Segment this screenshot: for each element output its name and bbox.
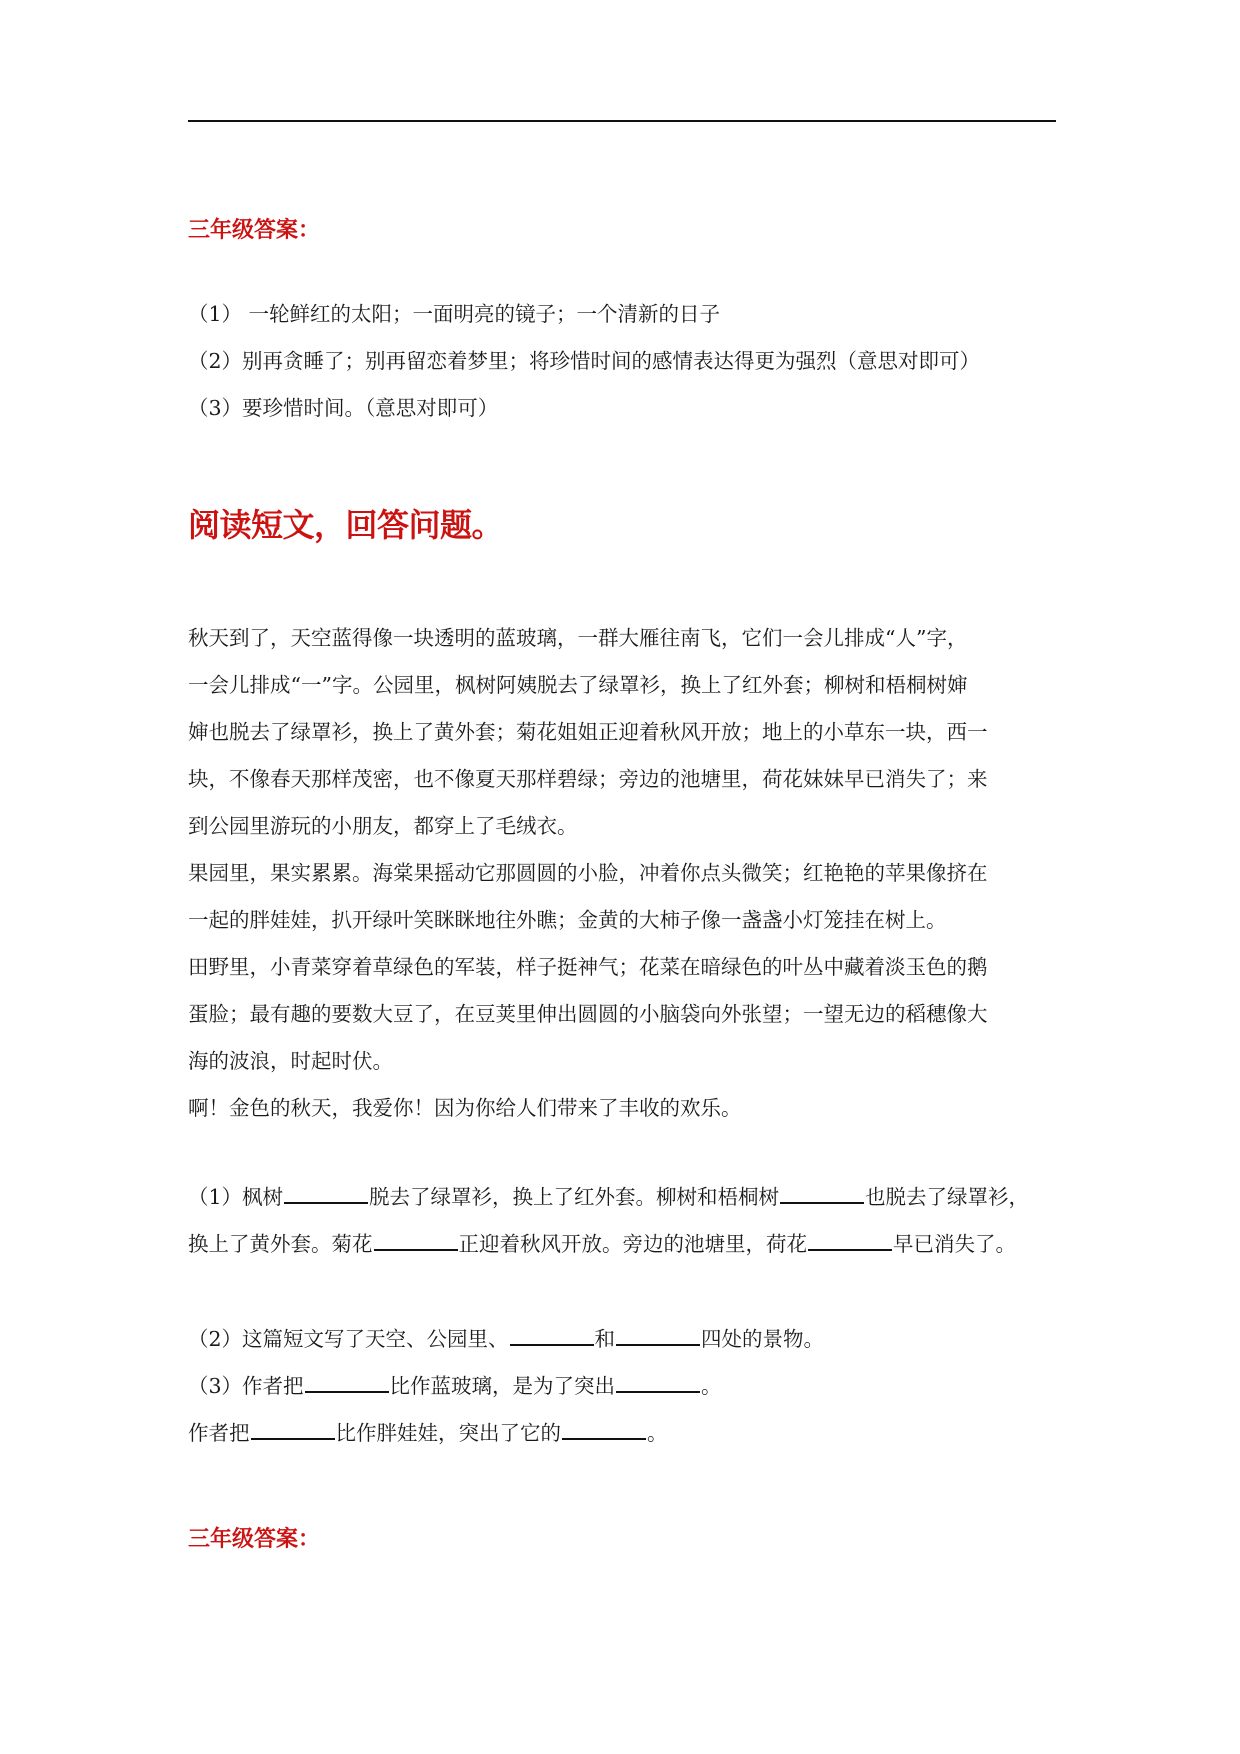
answer-blank [374, 1229, 458, 1251]
question-3-line-1: （3）作者把 比作蓝玻璃，是为了突出 。 [188, 1371, 722, 1400]
answer-label-2: 三年级答案： [188, 1527, 321, 1552]
answer-2: （2）别再贪睡了；别再留恋着梦里；将珍惜时间的感情表达得更为强烈（意思对即可） [188, 349, 981, 373]
question-1-line-1: （1）枫树 脱去了绿罩衫，换上了红外套。柳树和梧桐树 也脱去了绿罩衫， [188, 1182, 1029, 1211]
passage-line: 到公园里游玩的小朋友，都穿上了毛绒衣。 [188, 814, 578, 838]
passage-line: 果园里，果实累累。海棠果摇动它那圆圆的小脸，冲着你点头微笑；红艳艳的苹果像挤在 [188, 861, 988, 885]
passage-line: 田野里，小青菜穿着草绿色的军装，样子挺神气；花菜在暗绿色的叶丛中藏着淡玉色的鹅 [188, 955, 988, 979]
top-divider [188, 120, 1056, 122]
question-3-line-2: 作者把 比作胖娃娃，突出了它的 。 [188, 1418, 668, 1447]
answer-blank [780, 1182, 864, 1204]
answer-1: （1） 一轮鲜红的太阳；一面明亮的镜子；一个清新的日子 [188, 302, 721, 326]
answer-blank [616, 1371, 700, 1393]
question-2: （2）这篇短文写了天空、公园里、 和 四处的景物。 [188, 1324, 824, 1353]
answer-blank [562, 1418, 646, 1440]
passage-line: 一起的胖娃娃，扒开绿叶笑眯眯地往外瞧；金黄的大柿子像一盏盏小灯笼挂在树上。 [188, 908, 947, 932]
passage-line: 一会儿排成“一”字。公园里，枫树阿姨脱去了绿罩衫，换上了红外套；柳树和梧桐树婶 [188, 673, 968, 697]
answer-label-1: 三年级答案： [188, 218, 321, 243]
answer-blank [251, 1418, 335, 1440]
passage-line: 啊！金色的秋天，我爱你！因为你给人们带来了丰收的欢乐。 [188, 1096, 742, 1120]
answer-blank [616, 1324, 700, 1346]
section-heading: 阅读短文，回答问题。 [188, 506, 504, 544]
passage-line: 婶也脱去了绿罩衫，换上了黄外套；菊花姐姐正迎着秋风开放；地上的小草东一块，西一 [188, 720, 988, 744]
answer-blank [808, 1229, 892, 1251]
answer-blank [510, 1324, 594, 1346]
passage-line: 秋天到了，天空蓝得像一块透明的蓝玻璃，一群大雁往南飞，它们一会儿排成“人”字， [188, 626, 968, 650]
answer-3: （3）要珍惜时间。（意思对即可） [188, 396, 499, 420]
question-1-line-2: 换上了黄外套。菊花 正迎着秋风开放。旁边的池塘里，荷花 早已消失了。 [188, 1229, 1016, 1258]
answer-blank [305, 1371, 389, 1393]
passage-line: 蛋脸；最有趣的要数大豆了，在豆荚里伸出圆圆的小脑袋向外张望；一望无边的稻穗像大 [188, 1002, 988, 1026]
passage-line: 海的波浪，时起时伏。 [188, 1049, 393, 1073]
answer-blank [284, 1182, 368, 1204]
passage-line: 块，不像春天那样茂密，也不像夏天那样碧绿；旁边的池塘里，荷花妹妹早已消失了；来 [188, 767, 988, 791]
